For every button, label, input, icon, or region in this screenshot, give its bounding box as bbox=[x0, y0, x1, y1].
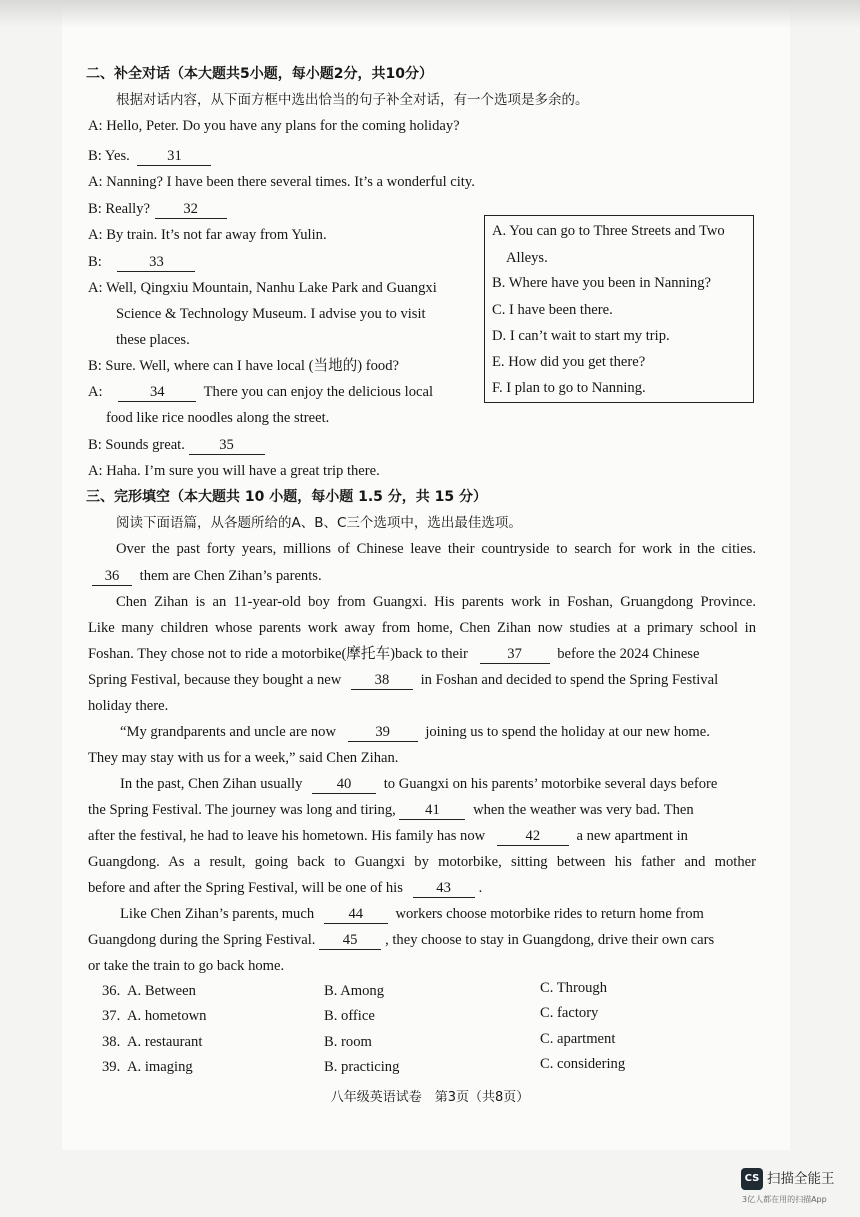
dialogue-line: A: Haha. I’m sure you will have a great trip there. bbox=[88, 463, 380, 479]
passage-line bbox=[88, 826, 688, 846]
passage-text: “My grandparents and uncle are now bbox=[120, 724, 336, 740]
scan-edge-shadow bbox=[0, 0, 860, 28]
option-c: C. I have been there. bbox=[492, 302, 613, 318]
passage-line bbox=[88, 800, 694, 820]
choice-c[interactable]: C. considering bbox=[540, 1056, 626, 1072]
dialogue-text: A: bbox=[88, 384, 103, 400]
passage-text: , they choose to stay in Guangdong, drive their own cars bbox=[385, 932, 715, 948]
passage-text: to Guangxi on his parents’ motorbike several days before bbox=[383, 776, 718, 792]
passage-line: Like many children whose parents work away from home, Chen Zihan now studies at a primary school in bbox=[88, 620, 756, 636]
question-number: 36. bbox=[102, 983, 121, 999]
passage-text: a new apartment in bbox=[576, 828, 688, 844]
watermark-subtitle: 3亿人都在用的扫描App bbox=[742, 1195, 827, 1204]
choice-a[interactable]: A. imaging bbox=[127, 1059, 193, 1075]
answer-blank-33[interactable]: 33 bbox=[117, 254, 195, 272]
passage-line: or take the train to go back home. bbox=[88, 958, 285, 974]
answer-blank-31[interactable]: 31 bbox=[137, 148, 211, 166]
passage-line: They may stay with us for a week,” said Chen Zihan. bbox=[88, 750, 399, 766]
passage-text: Guangdong during the Spring Festival. bbox=[88, 932, 316, 948]
passage-line bbox=[88, 930, 714, 950]
page-footer: 八年级英语试卷 第3页（共8页） bbox=[330, 1090, 530, 1105]
dialogue-line: Science & Technology Museum. I advise you to visit bbox=[116, 306, 426, 322]
answer-blank-34[interactable]: 34 bbox=[118, 384, 196, 402]
answer-blank-38[interactable]: 38 bbox=[351, 672, 413, 690]
section2-heading: 二、补全对话（本大题共5小题，每小题2分，共10分） bbox=[86, 66, 433, 82]
passage-line bbox=[120, 722, 710, 742]
dialogue-line bbox=[88, 146, 215, 166]
passage-line bbox=[120, 904, 704, 924]
answer-blank-39[interactable]: 39 bbox=[348, 724, 418, 742]
dialogue-line bbox=[88, 435, 269, 455]
dialogue-line bbox=[88, 199, 231, 219]
dialogue-line bbox=[88, 382, 433, 402]
dialogue-text: B: Really? bbox=[88, 201, 151, 217]
choice-b[interactable]: B. office bbox=[324, 1008, 375, 1024]
dialogue-line: these places. bbox=[116, 332, 190, 348]
passage-text: Like Chen Zihan’s parents, much bbox=[120, 906, 315, 922]
answer-blank-36[interactable]: 36 bbox=[92, 568, 132, 586]
dialogue-line: A: By train. It’s not far away from Yulin. bbox=[88, 227, 327, 243]
dialogue-line: B: Sure. Well, where can I have local (当地的) food? bbox=[88, 358, 400, 374]
dialogue-line: A: Hello, Peter. Do you have any plans for the coming holiday? bbox=[88, 118, 460, 134]
choice-b[interactable]: B. room bbox=[324, 1034, 372, 1050]
choice-a[interactable]: A. Between bbox=[127, 983, 196, 999]
passage-line: Chen Zihan is an 11-year-old boy from Guangxi. His parents work in Foshan, Gruangdong Province. bbox=[116, 594, 756, 610]
dialogue-text: B: Yes. bbox=[88, 148, 130, 164]
option-f: F. I plan to go to Nanning. bbox=[492, 380, 646, 396]
dialogue-text: B: Sounds great. bbox=[88, 437, 185, 453]
passage-line bbox=[88, 670, 718, 690]
dialogue-text: B: bbox=[88, 254, 102, 270]
answer-blank-43[interactable]: 43 bbox=[413, 880, 475, 898]
option-d: D. I can’t wait to start my trip. bbox=[492, 328, 670, 344]
answer-blank-35[interactable]: 35 bbox=[189, 437, 265, 455]
choice-b[interactable]: B. Among bbox=[324, 983, 385, 999]
passage-text: workers choose motorbike rides to return home from bbox=[395, 906, 704, 922]
passage-text: Foshan. They chose not to ride a motorbike(摩托车)back to their bbox=[88, 646, 468, 662]
passage-line: Guangdong. As a result, going back to Guangxi by motorbike, sitting between his father and mother bbox=[88, 854, 756, 870]
choice-a[interactable]: A. restaurant bbox=[127, 1034, 203, 1050]
camscanner-logo-icon: CS bbox=[741, 1168, 763, 1190]
choice-c[interactable]: C. factory bbox=[540, 1005, 599, 1021]
option-a-cont: Alleys. bbox=[506, 250, 548, 266]
choice-a[interactable]: A. hometown bbox=[127, 1008, 207, 1024]
passage-text: after the festival, he had to leave his hometown. His family has now bbox=[88, 828, 486, 844]
passage-text: joining us to spend the holiday at our new home. bbox=[425, 724, 710, 740]
dialogue-line: food like rice noodles along the street. bbox=[106, 410, 330, 426]
option-e: E. How did you get there? bbox=[492, 354, 646, 370]
answer-blank-44[interactable]: 44 bbox=[324, 906, 388, 924]
answer-blank-45[interactable]: 45 bbox=[319, 932, 381, 950]
passage-line: Over the past forty years, millions of Chinese leave their countryside to search for work in the cities. bbox=[116, 541, 756, 557]
choice-c[interactable]: C. Through bbox=[540, 980, 608, 996]
answer-blank-42[interactable]: 42 bbox=[497, 828, 569, 846]
passage-text: before the 2024 Chinese bbox=[557, 646, 700, 662]
passage-line bbox=[92, 566, 322, 586]
passage-line bbox=[88, 644, 699, 664]
passage-text: when the weather was very bad. Then bbox=[473, 802, 694, 818]
passage-text: In the past, Chen Zihan usually bbox=[120, 776, 303, 792]
dialogue-line bbox=[88, 252, 199, 272]
dialogue-line: A: Well, Qingxiu Mountain, Nanhu Lake Park and Guangxi bbox=[88, 280, 437, 296]
answer-blank-41[interactable]: 41 bbox=[399, 802, 465, 820]
answer-blank-40[interactable]: 40 bbox=[312, 776, 376, 794]
question-number: 39. bbox=[102, 1059, 121, 1075]
section2-instruction: 根据对话内容，从下面方框中选出恰当的句子补全对话，有一个选项是多余的。 bbox=[116, 92, 589, 108]
passage-line bbox=[120, 774, 717, 794]
passage-text: them are Chen Zihan’s parents. bbox=[139, 568, 322, 584]
question-number: 38. bbox=[102, 1034, 121, 1050]
passage-text: before and after the Spring Festival, will be one of his bbox=[88, 880, 403, 896]
watermark-name: 扫描全能王 bbox=[767, 1171, 835, 1187]
dialogue-line: A: Nanning? I have been there several times. It’s a wonderful city. bbox=[88, 174, 475, 190]
choice-c[interactable]: C. apartment bbox=[540, 1031, 616, 1047]
passage-line bbox=[88, 878, 482, 898]
choice-b[interactable]: B. practicing bbox=[324, 1059, 400, 1075]
section3-instruction: 阅读下面语篇，从各题所给的A、B、C三个选项中，选出最佳选项。 bbox=[116, 515, 522, 531]
dialogue-text: There you can enjoy the delicious local bbox=[203, 384, 434, 400]
passage-text: the Spring Festival. The journey was long and tiring, bbox=[88, 802, 396, 818]
passage-text: Spring Festival, because they bought a new bbox=[88, 672, 342, 688]
passage-text: . bbox=[478, 880, 483, 896]
option-a: A. You can go to Three Streets and Two bbox=[492, 223, 725, 239]
section3-heading: 三、完形填空（本大题共 10 小题，每小题 1.5 分，共 15 分） bbox=[86, 489, 488, 505]
answer-blank-37[interactable]: 37 bbox=[480, 646, 550, 664]
passage-text: in Foshan and decided to spend the Spring Festival bbox=[420, 672, 719, 688]
option-b: B. Where have you been in Nanning? bbox=[492, 275, 711, 291]
question-number: 37. bbox=[102, 1008, 121, 1024]
passage-line: holiday there. bbox=[88, 698, 169, 714]
answer-blank-32[interactable]: 32 bbox=[155, 201, 227, 219]
